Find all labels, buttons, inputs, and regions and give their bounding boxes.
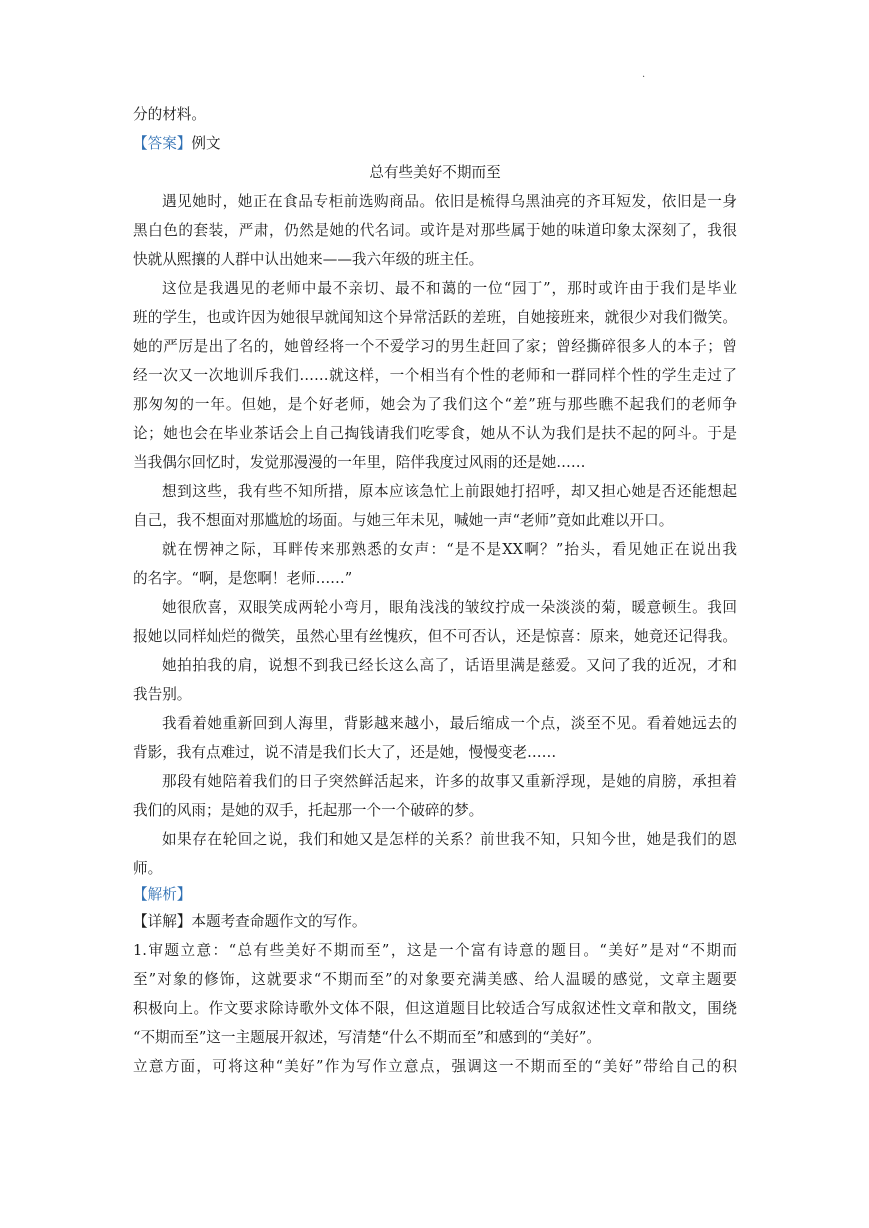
corner-mark: · bbox=[642, 72, 646, 83]
answer-tag: 【答案】 bbox=[133, 135, 192, 152]
essay-line: 那匆匆的一年。但她，是个好老师，她会为了我们这个“差”班与那些瞧不起我们的老师争 bbox=[133, 396, 737, 413]
analysis-line: 1.审题立意：“总有些美好不期而至”，这是一个富有诗意的题目。“美好”是对“不期而 bbox=[133, 942, 737, 959]
essay-line: 这位是我遇见的老师中最不亲切、最不和蔼的一位“园丁”，那时或许由于我们是毕业 bbox=[162, 280, 737, 297]
essay-line: 自己，我不想面对那尴尬的场面。与她三年未见，喊她一声“老师”竟如此难以开口。 bbox=[133, 512, 674, 529]
detail-text: 本题考查命题作文的写作。 bbox=[191, 913, 367, 930]
essay-line: 想到这些，我有些不知所措，原本应该急忙上前跟她打招呼，却又担心她是否还能想起 bbox=[162, 483, 737, 500]
essay-line: 遇见她时，她正在食品专柜前选购商品。依旧是梳得乌黑油亮的齐耳短发，依旧是一身 bbox=[162, 193, 737, 210]
essay-line: 她拍拍我的肩，说想不到我已经长这么高了，话语里满是慈爱。又问了我的近况，才和 bbox=[162, 657, 737, 674]
essay-line: 如果存在轮回之说，我们和她又是怎样的关系？前世我不知，只知今世，她是我们的恩 bbox=[162, 831, 737, 848]
essay-line: 她很欣喜，双眼笑成两轮小弯月，眼角浅浅的皱纹拧成一朵淡淡的菊，暖意顿生。我回 bbox=[162, 599, 737, 616]
essay-line: 论；她也会在毕业茶话会上自己掏钱请我们吃零食，她从不认为我们是扶不起的阿斗。于是 bbox=[133, 425, 737, 442]
essay-line: 就在愣神之际，耳畔传来那熟悉的女声：“是不是XX啊？”抬头，看见她正在说出我 bbox=[162, 541, 737, 558]
detail-heading bbox=[133, 907, 737, 936]
analysis-line: “不期而至”这一主题展开叙述，写清楚“什么不期而至”和感到的“美好”。 bbox=[133, 1029, 601, 1046]
detail-tag: 【详解】 bbox=[133, 913, 192, 930]
essay-line: 她的严厉是出了名的，她曾经将一个不爱学习的男生赶回了家；曾经撕碎很多人的本子；曾 bbox=[133, 338, 737, 355]
essay-line: 快就从熙攘的人群中认出她来——我六年级的班主任。 bbox=[133, 251, 484, 268]
essay-line: 黑白色的套装，严肃，仍然是她的代名词。或许是对那些属于她的味道印象太深刻了，我很 bbox=[133, 222, 737, 239]
essay-line: 班的学生，也或许因为她很早就闻知这个异常活跃的差班，自她接班来，就很少对我们微笑。 bbox=[133, 309, 737, 326]
analysis-line: 积极向上。作文要求除诗歌外文体不限，但这道题目比较适合写成叙述性文章和散文，围绕 bbox=[133, 1000, 737, 1017]
essay-line: 报她以同样灿烂的微笑，虽然心里有丝愧疚，但不可否认，还是惊喜：原来，她竟还记得我。 bbox=[133, 628, 737, 645]
essay-line: 背影，我有点难过，说不清是我们长大了，还是她，慢慢变老…… bbox=[133, 744, 557, 761]
essay-line: 我们的风雨；是她的双手，托起那一个一个破碎的梦。 bbox=[133, 802, 484, 819]
essay-line: 我告别。 bbox=[133, 686, 192, 703]
page-content bbox=[133, 100, 737, 1081]
essay-line: 的名字。“啊，是您啊！老师……” bbox=[133, 570, 353, 587]
essay-line: 那段有她陪着我们的日子突然鲜活起来，许多的故事又重新浮现，是她的肩膀，承担着 bbox=[162, 773, 737, 790]
analysis-body bbox=[133, 936, 737, 1081]
essay-line: 师。 bbox=[133, 860, 163, 877]
analysis-line: 立意方面，可将这种“美好”作为写作立意点，强调这一不期而至的“美好”带给自己的积 bbox=[133, 1058, 737, 1075]
analysis-line: 至”对象的修饰，这就要求“不期而至”的对象要充满美感、给人温暖的感觉，文章主题要 bbox=[133, 971, 737, 988]
essay-body bbox=[133, 187, 737, 883]
answer-heading bbox=[133, 129, 737, 158]
intro-tail: 分的材料。 bbox=[133, 106, 206, 123]
essay-title: 总有些美好不期而至 bbox=[369, 164, 501, 181]
essay-line: 当我偶尔回忆时，发觉那漫漫的一年里，陪伴我度过风雨的还是她…… bbox=[133, 454, 586, 471]
essay-line: 我看着她重新回到人海里，背影越来越小，最后缩成一个点，淡至不见。看着她远去的 bbox=[162, 715, 737, 732]
essay-line: 经一次又一次地训斥我们……就这样，一个相当有个性的老师和一群同样个性的学生走过了 bbox=[133, 367, 737, 384]
analysis-tag: 【解析】 bbox=[133, 886, 192, 903]
answer-label: 例文 bbox=[191, 135, 221, 152]
